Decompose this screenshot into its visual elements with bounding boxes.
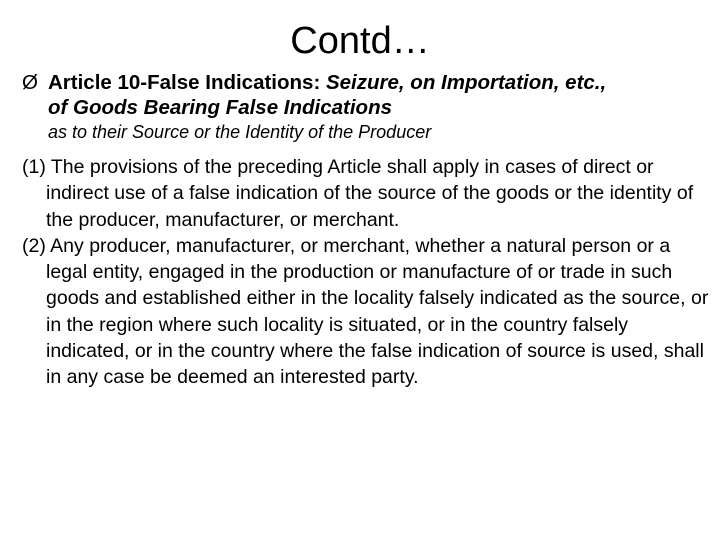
heading-article-label: Article 10-False Indications:: [48, 71, 326, 94]
paragraph-1: (1) The provisions of the preceding Article shall apply in cases of direct or indirect use of a false indication of the source of the goods or the identity of the producer, manufacturer, or merchant.: [22, 156, 694, 231]
arrow-bullet-icon: Ø: [22, 71, 38, 94]
heading-line-3: as to their Source or the Identity of the Producer: [48, 122, 432, 142]
article-heading: [22, 70, 712, 144]
heading-title-part-1: Seizure, on Importation, etc.,: [325, 71, 607, 94]
heading-line-2: of Goods Bearing False Indications: [48, 96, 392, 119]
heading-line-1: [22, 70, 712, 95]
article-body: [22, 154, 710, 391]
slide-title: Contd…: [290, 20, 430, 62]
paragraph-2: (2) Any producer, manufacturer, or merchant, whether a natural person or a legal entity, engaged in the production or manufacture of or trade in such goods and established either in the locality falsely indicated as the source, or in the region where such locality is situated, or in the country falsely indicated, or in the country where the false indication of source is used, shall in any case be deemed an interested party.: [22, 234, 709, 389]
